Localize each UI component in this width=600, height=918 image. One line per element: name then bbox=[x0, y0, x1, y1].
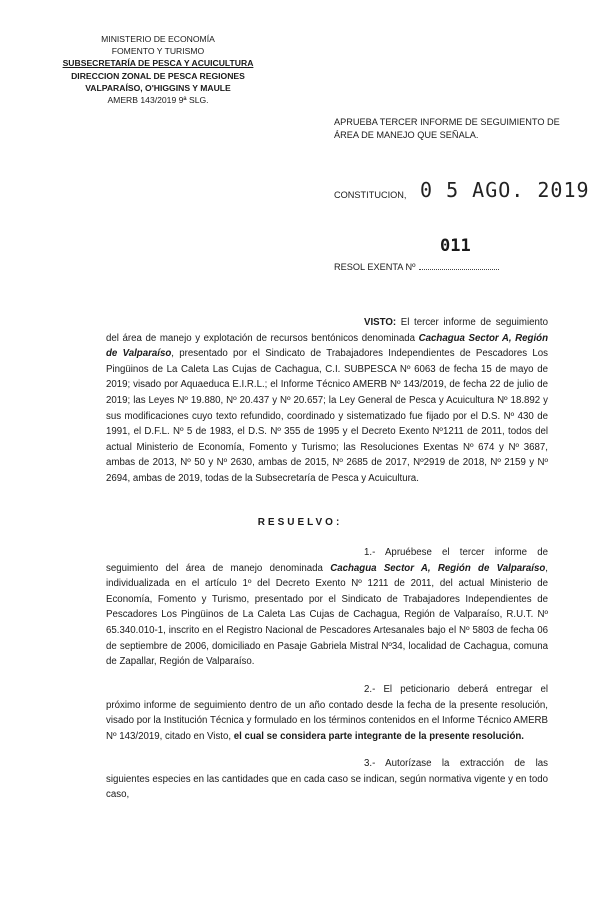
item1-paragraph bbox=[106, 545, 548, 670]
item3-text: 3.- Autorízase la extracción de las siguientes especies en las cantidades que en cada caso se indican, según normativa vigente y en todo caso, bbox=[106, 758, 548, 801]
ministry-name: MINISTERIO DE ECONOMÍA bbox=[101, 34, 215, 44]
subject-text: APRUEBA TERCER INFORME DE SEGUIMIENTO DE ÁREA DE MANEJO QUE SEÑALA. bbox=[334, 117, 560, 140]
item2-text-b: el cual se considera parte integrante de la presente resolución. bbox=[233, 730, 524, 742]
item2-text-a: 2.- El peticionario deberá entregar el próximo informe de seguimiento dentro de un año contado desde la fecha de la presente resolución, visado por la Institución Técnica y formulado en los términos contenidos en el Informe Técnico AMERB Nº 143/2019, citado en Visto, bbox=[106, 684, 548, 742]
visto-label: VISTO: bbox=[364, 317, 397, 328]
place-label: CONSTITUCION, bbox=[334, 190, 407, 200]
item1-text: , individualizada en el artículo 1º del Decreto Exento Nº 1211 de 2011, del actual Ministerio de Economía, Fomento y Turismo, presentado por el Sindicato de Trabajadores Independientes de Pescadores Los Pingüinos de La Caleta Las Cujas de Cachagua, Región de Valparaíso, R.U.T. Nº 65.340.010-1, inscrito en el Registro Nacional de Pescadores Artesanales bajo el Nº 5803 de fecha 06 de septiembre de 2006, domiciliado en Pasaje Gabriela Mistral Nº34, localidad de Cachagua, comuna de Zapallar, Región de Valparaíso. bbox=[106, 562, 548, 668]
header-block bbox=[38, 33, 278, 106]
visto-text-b: , presentado por el Sindicato de Trabajadores Independientes de Pescadores Los Pingüinos de La Caleta Las Cujas de Cachagua, C.I. SUBPESCA Nº 6063 de fecha 15 de mayo de 2019; visado por Aquaeduca E.I.R.L.; el Informe Técnico AMERB Nº 143/2019, de fecha 22 de julio de 2019; las Leyes Nº 19.880, Nº 20.437 y Nº 20.657; la Ley General de Pesca y Acuicultura Nº 18.892 y sus modificaciones cuyo texto refundido, coordinado y sistematizado fue fijado por el D.S. Nº 430 de 1991, el D.F.L. Nº 5 de 1983, el D.S. Nº 355 de 1995 y el Decreto Exento Nº1211 de 2011, todos del actual Ministerio de Economía, Fomento y Turismo; las Resoluciones Exentas Nº 674 y Nº 3687, ambas de 2013, Nº 50 y Nº 2630, ambas de 2015, Nº 2685 de 2017, Nº2919 de 2018, Nº 2159 y Nº 2694, ambas de 2019, todas de la Subsecretaría de Pesca y Acuicultura. bbox=[106, 348, 549, 484]
resol-line bbox=[334, 262, 499, 272]
item1-lead: 1.- Apruébese el tercer informe de seguimiento del área de manejo denominada bbox=[106, 547, 548, 574]
resol-label: RESOL EXENTA Nº bbox=[334, 262, 416, 272]
ministry-subname: FOMENTO Y TURISMO bbox=[111, 46, 205, 57]
visto-paragraph bbox=[106, 315, 548, 487]
visto-area-name: Cachagua Sector A, Región de Valparaíso bbox=[106, 332, 548, 360]
resolution-number: 011 bbox=[440, 236, 471, 256]
resol-number-blank bbox=[419, 269, 499, 270]
date-stamp: 0 5 AGO. 2019 bbox=[420, 178, 590, 202]
reference-code: AMERB 143/2019 9ª SLG. bbox=[107, 95, 209, 106]
item1-area-name: Cachagua Sector A, Región de Valparaíso bbox=[330, 562, 546, 574]
subsecretaria-name: SUBSECRETARÍA DE PESCA Y ACUICULTURA bbox=[62, 58, 254, 69]
regions-line: VALPARAÍSO, O'HIGGINS Y MAULE bbox=[85, 82, 231, 93]
item2-paragraph bbox=[106, 682, 548, 744]
direccion-zonal: DIRECCION ZONAL DE PESCA REGIONES bbox=[71, 70, 245, 81]
item3-paragraph bbox=[106, 756, 548, 803]
resuelvo-heading: RESUELVO: bbox=[257, 517, 343, 528]
visto-text-a: El tercer informe de seguimiento del área de manejo y explotación de recursos bentónicos denominada bbox=[106, 317, 548, 344]
